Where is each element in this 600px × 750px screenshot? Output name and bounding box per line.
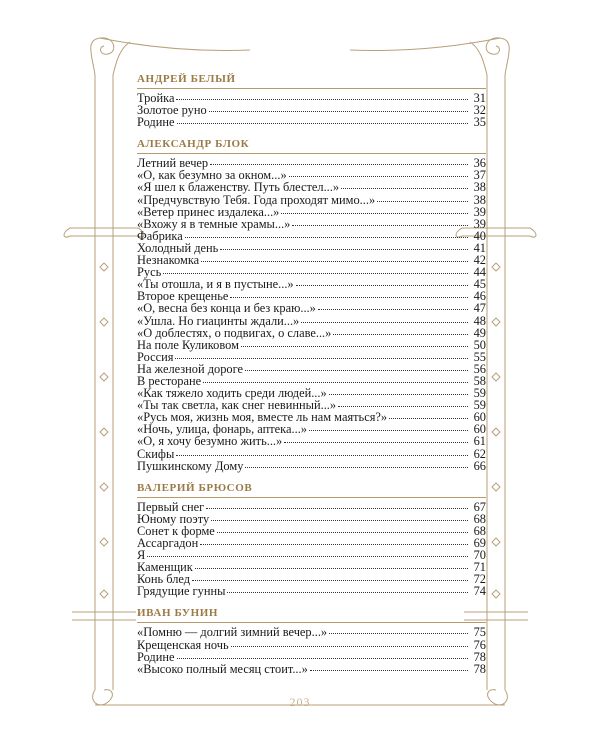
dot-leader [185,236,468,238]
entry-page-number: 49 [473,325,486,340]
entry-page-number: 32 [473,103,486,118]
dot-leader [209,110,468,112]
entry-page-number: 40 [473,228,486,243]
entry-page-number: 55 [473,349,486,364]
toc-entry[interactable] [137,460,486,472]
section-bely [137,72,486,128]
right-diamond-5 [492,483,500,491]
entry-page-number: 60 [473,422,486,437]
toc-entry[interactable] [137,639,486,651]
toc-entry[interactable] [137,435,486,447]
toc-entry[interactable] [137,104,486,116]
dot-leader [245,466,468,468]
section-blok [137,137,486,471]
entry-page-number: 36 [473,156,486,171]
entry-page-number: 38 [473,192,486,207]
right-diamond-4 [492,428,500,436]
entry-page-number: 59 [473,386,486,401]
toc-entry[interactable] [137,327,486,339]
entry-page-number: 50 [473,337,486,352]
entry-title: «Ты так светла, как снег невинный...» [137,398,337,413]
dot-leader [329,632,468,634]
entry-title: «Русь моя, жизнь моя, вместе ль нам маяться?» [137,410,388,425]
entry-page-number: 31 [473,91,486,105]
left-diamond-5 [100,483,108,491]
heading-rule [137,622,486,623]
dot-leader [341,187,468,189]
entry-page-number: 41 [473,240,486,255]
dot-leader [377,200,468,202]
entry-title: «Я шел к блаженству. Путь блестел...» [137,180,340,195]
entry-title: Пушкинскому Дому [137,458,244,473]
left-top-scroll [91,38,114,75]
entry-page-number: 58 [473,373,486,388]
left-diamond-1 [100,263,108,271]
author-heading: ИВАН БУНИН [137,607,219,620]
heading-rule [137,497,486,498]
right-diamond-7 [492,590,500,598]
entry-title: Россия [137,349,174,364]
left-diamond-7 [100,590,108,598]
entry-page-number: 35 [473,115,486,130]
toc-entry[interactable] [137,206,486,218]
dot-leader [206,507,468,509]
page-number: 203 [289,695,311,709]
entry-page-number: 69 [473,536,486,550]
left-lower-bracket [72,612,136,620]
entry-title: Родине [137,649,175,664]
entry-page-number: 66 [473,458,486,473]
toc-entry[interactable] [137,585,486,597]
dot-leader [284,441,468,443]
left-diamond-2 [100,318,108,326]
entry-page-number: 46 [473,289,486,304]
entry-title: «Ветер принес издалека...» [137,204,280,219]
toc-entry[interactable] [137,254,486,266]
entry-page-number: 76 [473,637,486,652]
dot-leader [217,531,468,533]
entry-title: «О, я хочу безумно жить...» [137,434,283,449]
toc-entry[interactable] [137,626,486,638]
dot-leader [200,543,468,545]
entry-page-number: 68 [473,523,486,538]
entry-title: «Предчувствую Тебя. Года проходят мимо...» [137,192,376,207]
entry-page-number: 56 [473,361,486,376]
entry-page-number: 47 [473,301,486,316]
entry-page-number: 78 [473,649,486,664]
entry-title: В ресторане [137,373,202,388]
dot-leader [310,669,468,671]
right-diamond-1 [492,263,500,271]
entry-page-number: 70 [473,548,486,563]
dot-leader [333,333,468,335]
entry-title: Крещенская ночь [137,637,229,652]
entry-title: Грядущие гунны [137,584,226,599]
dot-leader [210,163,468,165]
dot-leader [338,405,468,407]
entry-page-number: 44 [473,265,486,280]
dot-leader [177,657,469,659]
entry-title: «Высоко полный месяц стоит...» [137,661,308,676]
author-heading: ВАЛЕРИЙ БРЮСОВ [137,481,253,494]
dot-leader [227,591,468,593]
entry-title: Второе крещенье [137,289,229,304]
dot-leader [318,308,468,310]
left-top-flourish [113,42,130,75]
author-heading: АНДРЕЙ БЕЛЫЙ [137,73,236,85]
author-heading: АЛЕКСАНДР БЛОК [137,138,250,151]
entry-title: Летний вечер [137,156,209,171]
dot-leader [389,417,468,419]
entry-title: «Ночь, улица, фонарь, аптека...» [137,422,307,437]
entry-page-number: 59 [473,398,486,413]
dot-leader [301,321,468,323]
toc-entry[interactable] [137,651,486,663]
toc-entry[interactable] [137,663,486,675]
left-diamond-4 [100,428,108,436]
entry-page-number: 67 [473,499,486,514]
right-diamond-2 [492,318,500,326]
dot-leader [203,381,468,383]
toc-entry[interactable] [137,218,486,230]
entry-page-number: 38 [473,180,486,195]
entry-title: Тройка [137,91,175,105]
toc-entry[interactable] [137,501,486,513]
section-bryusov [137,481,486,598]
dot-leader [296,284,468,286]
entry-title: Незнакомка [137,253,200,268]
entry-page-number: 72 [473,572,486,587]
dot-leader [176,98,468,100]
right-diamond-6 [492,538,500,546]
entry-page-number: 61 [473,434,486,449]
entry-page-number: 71 [473,560,486,575]
entry-page-number: 60 [473,410,486,425]
left-mid-bracket [70,228,138,236]
entry-title: Конь блед [137,572,191,587]
dot-leader [231,645,468,647]
entry-title: На железной дороге [137,361,244,376]
toc-entry[interactable] [137,339,486,351]
entry-title: Русь [137,265,162,280]
entry-title: Первый снег [137,499,205,514]
dot-leader [220,248,468,250]
dot-leader [192,579,468,581]
right-top-flourish [470,42,487,75]
toc-entry[interactable] [137,302,486,314]
dot-leader [211,519,468,521]
entry-page-number: 39 [473,216,486,231]
entry-title: Родине [137,115,175,130]
entry-title: «Ты отошла, и я в пустыне...» [137,277,294,292]
right-diamond-3 [492,373,500,381]
left-diamond-3 [100,373,108,381]
entry-title: Фабрика [137,228,183,243]
entry-page-number: 39 [473,204,486,219]
dot-leader [245,369,468,371]
entry-title: «О, весна без конца и без краю...» [137,301,316,316]
toc-entry[interactable] [137,194,486,206]
entry-title: Я [137,548,146,563]
dot-leader [230,296,468,298]
entry-title: «Как тяжело ходить среди людей...» [137,386,327,401]
right-top-scroll [486,38,509,75]
dot-leader [241,345,468,347]
heading-rule [137,88,486,89]
entry-title: Каменщик [137,560,193,575]
entry-title: Золотое руно [137,103,207,118]
dot-leader [163,272,468,274]
entry-page-number: 42 [473,253,486,268]
toc-entry[interactable] [137,315,486,327]
entry-title: «О, как безумно за окном...» [137,168,287,183]
dot-leader [195,567,468,569]
table-of-contents [137,72,486,684]
dot-leader [309,429,468,431]
dot-leader [201,260,468,262]
entry-title: Юному поэту [137,511,210,526]
dot-leader [292,224,468,226]
toc-entry[interactable] [137,448,486,460]
dot-leader [175,357,468,359]
entry-title: «Помню — долгий зимний вечер...» [137,625,328,640]
section-bunin [137,606,486,674]
entry-title: Скифы [137,446,175,461]
entry-title: «Вхожу я в темные храмы...» [137,216,291,231]
dot-leader [176,454,468,456]
entry-page-number: 45 [473,277,486,292]
entry-title: «Ушла. Но гиацинты ждали...» [137,313,300,328]
entry-page-number: 48 [473,313,486,328]
dot-leader [177,122,469,124]
entry-page-number: 74 [473,584,486,599]
dot-leader [329,393,468,395]
dot-leader [289,175,468,177]
entry-title: На поле Куликовом [137,337,239,352]
left-diamond-6 [100,538,108,546]
toc-entry[interactable] [137,181,486,193]
entry-title: Холодный день [137,240,219,255]
toc-entry[interactable] [137,537,486,549]
heading-rule [137,153,486,154]
entry-page-number: 37 [473,168,486,183]
entry-title: Ассаргадон [137,536,199,550]
entry-page-number: 75 [473,625,486,640]
dot-leader [281,212,468,214]
entry-page-number: 62 [473,446,486,461]
entry-title: «О доблестях, о подвигах, о славе...» [137,325,332,340]
entry-title: Сонет к форме [137,523,215,538]
dot-leader [147,555,468,557]
toc-entry[interactable] [137,116,486,128]
entry-page-number: 68 [473,511,486,526]
entry-page-number: 78 [473,661,486,676]
